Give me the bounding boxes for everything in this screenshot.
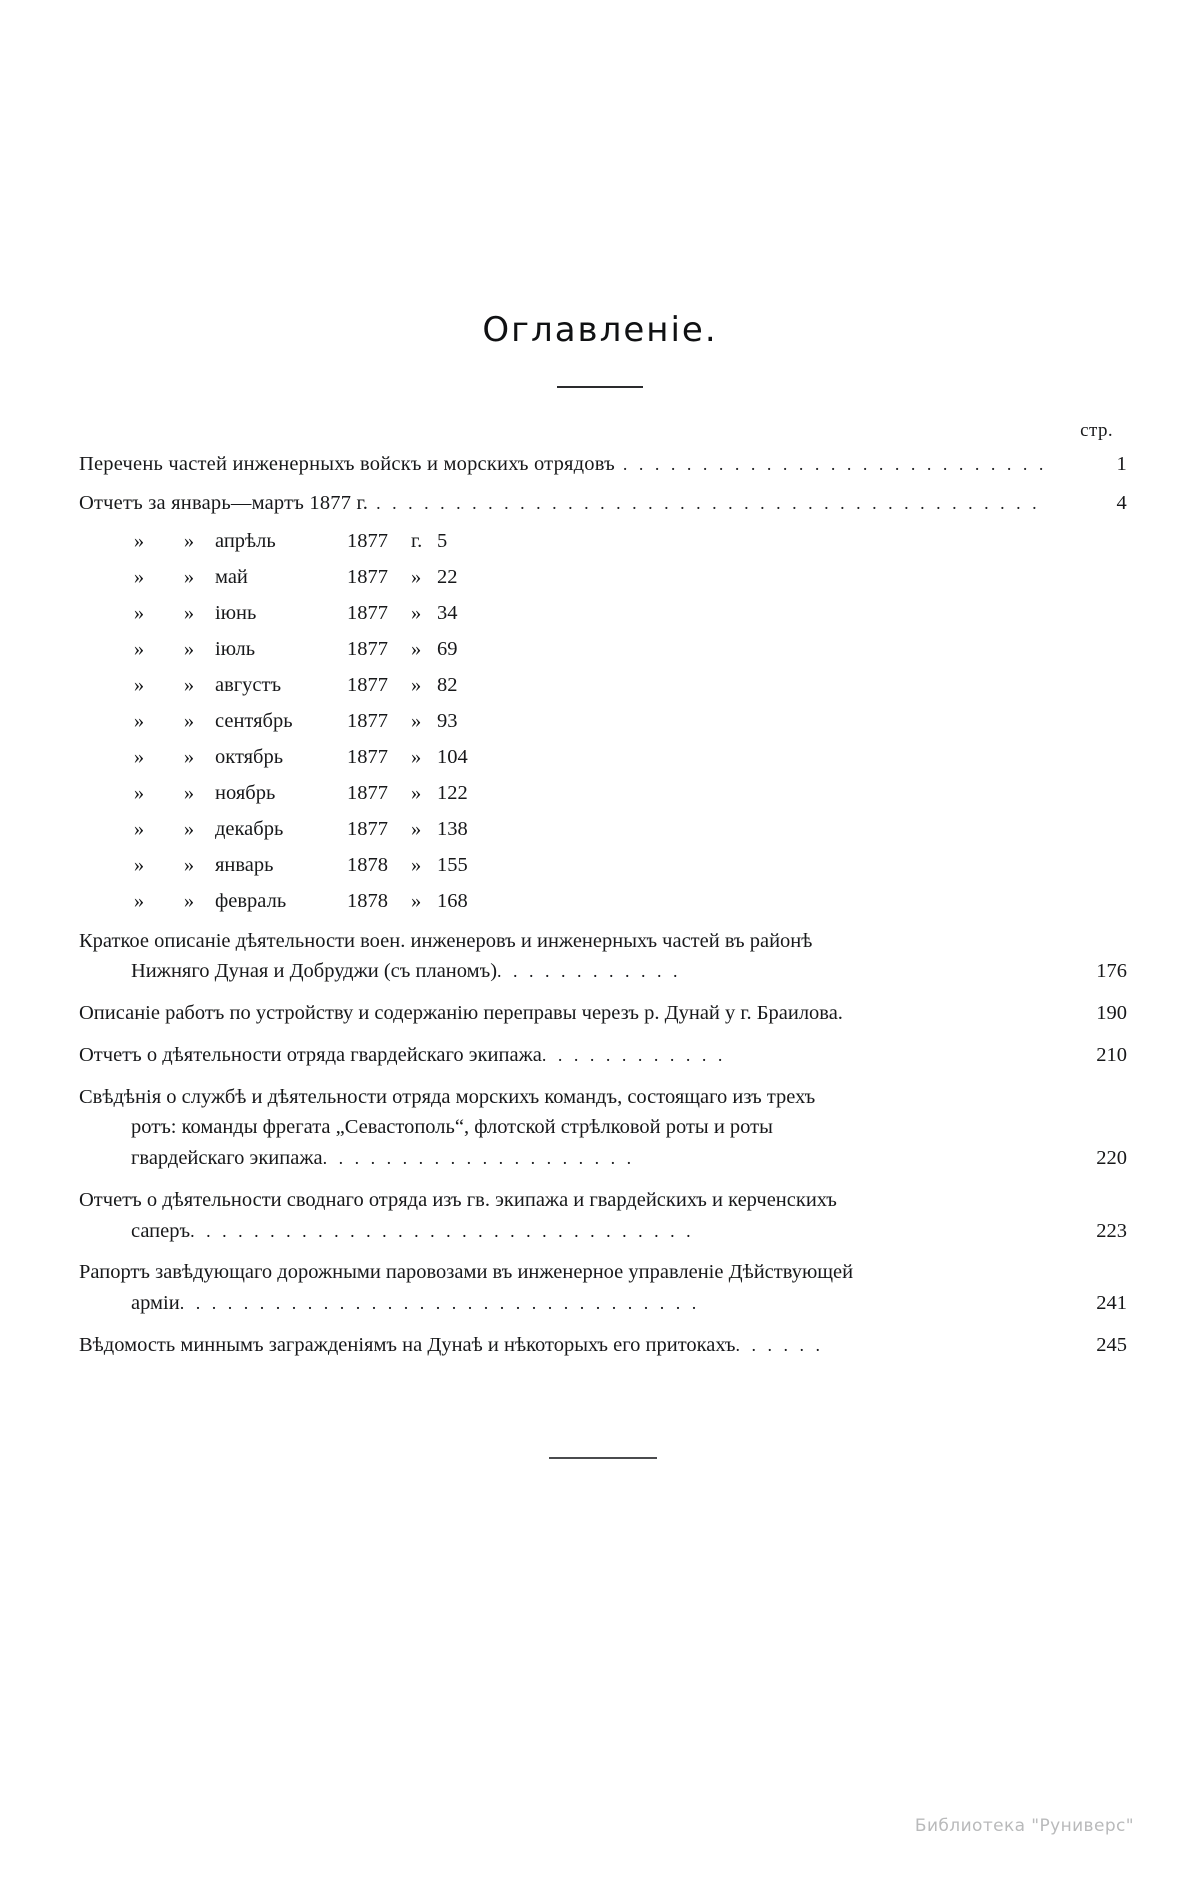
toc-entry-line (79, 1143, 1043, 1174)
leader-dots: . . . . . . . . . . . . . . . . . . . . . . . . . . . . . . . . (190, 1220, 695, 1241)
year-label: 1877 (347, 601, 388, 624)
list-item[interactable] (79, 674, 1127, 697)
unit-label: » (411, 889, 422, 912)
list-item[interactable] (79, 452, 1127, 478)
toc-entry-page: 122 (437, 781, 468, 804)
ditto-mark: » (133, 853, 145, 876)
year-label: 1877 (347, 673, 388, 696)
leader-dots (623, 462, 1049, 472)
toc-entry-page: 210 (1096, 1043, 1127, 1066)
toc-entry-page: 245 (1096, 1333, 1127, 1356)
toc-entry-page: 5 (437, 529, 448, 552)
ditto-mark: » (133, 529, 145, 552)
leader-dots: . . . . . . . . . . . . . . . . . . . . (322, 1148, 635, 1169)
month-label: январь (215, 853, 274, 876)
ditto-mark: » (183, 601, 195, 624)
toc-entry-page: 1 (1116, 453, 1127, 475)
toc-entry-line: Описаніе работъ по устройству и содержанію переправы черезъ р. Дунай у г. Браилова. (79, 1002, 843, 1025)
leader-dots (376, 501, 1049, 511)
toc-entry-page: 138 (437, 817, 468, 840)
month-label: май (215, 565, 248, 588)
toc-entry-line-text: Вѣдомость миннымъ загражденіямъ на Дунаѣ и нѣкоторыхъ его притокахъ (79, 1333, 736, 1356)
toc-entry-label: Отчетъ за январь—мартъ 1877 г. (79, 491, 369, 514)
ditto-mark: » (133, 889, 145, 912)
year-label: 1877 (347, 709, 388, 732)
unit-label: » (411, 565, 422, 588)
list-item[interactable] (79, 998, 1127, 1029)
list-item[interactable] (79, 854, 1127, 877)
toc-entry-page: 190 (1096, 1002, 1127, 1025)
toc-entry-page: 82 (437, 673, 458, 696)
list-item[interactable] (79, 1257, 1127, 1319)
toc-entry-page: 22 (437, 565, 458, 588)
list-item[interactable] (79, 566, 1127, 589)
year-label: 1877 (347, 565, 388, 588)
toc-entry-line: Краткое описаніе дѣятельности воен. инженеровъ и инженерныхъ частей въ районѣ (79, 929, 813, 952)
toc-entry-label: Перечень частей инженерныхъ войскъ и морскихъ отрядовъ (79, 453, 615, 475)
year-label: 1877 (347, 637, 388, 660)
unit-label: » (411, 673, 422, 696)
year-label: 1877 (347, 781, 388, 804)
leader-dots: . . . . . . (735, 1334, 824, 1355)
ditto-mark: » (183, 673, 195, 696)
ditto-mark: » (183, 781, 195, 804)
toc-entry-page: 34 (437, 601, 458, 624)
month-label: іюнь (215, 601, 257, 624)
leader-dots: . . . . . . . . . . . . (497, 961, 682, 982)
ditto-mark: » (133, 637, 145, 660)
list-item[interactable] (79, 782, 1127, 805)
unit-label: » (411, 817, 422, 840)
title-divider (557, 386, 643, 388)
month-label: апрѣль (215, 529, 276, 552)
toc-entry-page: 4 (1116, 491, 1127, 514)
unit-label: » (411, 853, 422, 876)
library-watermark: Библиотека "Руниверс" (914, 1816, 1134, 1836)
bottom-divider (549, 1457, 657, 1459)
year-label: 1877 (347, 745, 388, 768)
month-label: ноябрь (215, 781, 276, 804)
ditto-mark: » (133, 745, 145, 768)
ditto-mark: » (183, 817, 195, 840)
month-label: октябрь (215, 745, 284, 768)
ditto-mark: » (183, 529, 195, 552)
toc-entry-page: 223 (1096, 1219, 1127, 1242)
unit-label: » (411, 601, 422, 624)
ditto-mark: » (183, 853, 195, 876)
toc-entry-page: 93 (437, 709, 458, 732)
year-label: 1878 (347, 853, 388, 876)
table-of-contents (79, 452, 1127, 1361)
list-item[interactable] (79, 491, 1127, 517)
ditto-mark: » (183, 745, 195, 768)
toc-entry-line: Свѣдѣнія о службѣ и дѣятельности отряда морскихъ командъ, состоящаго изъ трехъ (79, 1085, 816, 1108)
unit-label: » (411, 745, 422, 768)
ditto-mark: » (183, 637, 195, 660)
month-label: іюль (215, 637, 256, 660)
list-item[interactable] (79, 638, 1127, 661)
ditto-mark: » (133, 709, 145, 732)
ditto-mark: » (133, 601, 145, 624)
year-label: 1877 (347, 817, 388, 840)
list-item[interactable] (79, 1185, 1127, 1247)
leader-dots: . . . . . . . . . . . . (541, 1044, 726, 1065)
toc-entry-page: 241 (1096, 1292, 1127, 1315)
toc-entry-line-text: арміи (131, 1292, 180, 1315)
list-item[interactable] (79, 530, 1127, 553)
toc-entry-page: 220 (1096, 1147, 1127, 1170)
page-column-header: стр. (1080, 420, 1113, 441)
toc-entry-line (79, 1330, 1043, 1361)
list-item[interactable] (79, 1040, 1127, 1071)
list-item[interactable] (79, 818, 1127, 841)
toc-entry-line: ротъ: команды фрегата „Севастополь“, флотской стрѣлковой роты и роты (131, 1116, 773, 1139)
unit-label: » (411, 637, 422, 660)
toc-entry-page: 168 (437, 889, 468, 912)
ditto-mark: » (183, 565, 195, 588)
list-item[interactable] (79, 890, 1127, 913)
toc-entry-line-text: гвардейскаго экипажа (131, 1147, 323, 1170)
ditto-mark: » (133, 565, 145, 588)
list-item[interactable] (79, 1330, 1127, 1361)
ditto-mark: » (133, 781, 145, 804)
toc-entry-line: Рапортъ завѣдующаго дорожными паровозами въ инженерное управленіе Дѣйствующей (79, 1261, 854, 1284)
list-item[interactable] (79, 746, 1127, 769)
ditto-mark: » (133, 673, 145, 696)
leader-dots: . . . . . . . . . . . . . . . . . . . . . . . . . . . . . . . . . (179, 1293, 700, 1314)
toc-entry-line-text: Отчетъ о дѣятельности отряда гвардейскаго экипажа (79, 1043, 542, 1066)
list-item[interactable] (79, 602, 1127, 625)
month-label: августъ (215, 673, 282, 696)
toc-entry-page: 69 (437, 637, 458, 660)
toc-container (73, 420, 1127, 1459)
unit-label: » (411, 709, 422, 732)
toc-entry-line-text: саперъ (131, 1219, 191, 1242)
toc-entry-page: 176 (1096, 960, 1127, 983)
toc-entry-line: Отчетъ о дѣятельности своднаго отряда изъ гв. экипажа и гвардейскихъ и керченскихъ (79, 1188, 837, 1211)
list-item[interactable] (79, 710, 1127, 733)
unit-label: » (411, 781, 422, 804)
toc-entry-page: 104 (437, 745, 468, 768)
ditto-mark: » (133, 817, 145, 840)
month-label: февраль (215, 889, 287, 912)
toc-entry-page: 155 (437, 853, 468, 876)
ditto-mark: » (183, 889, 195, 912)
toc-entry-line (79, 1288, 1043, 1319)
toc-entry-line (79, 1216, 1043, 1247)
year-label: 1878 (347, 889, 388, 912)
month-label: декабрь (215, 817, 284, 840)
month-label: сентябрь (215, 709, 293, 732)
list-item[interactable] (79, 1082, 1127, 1174)
toc-entry-line (79, 956, 1043, 987)
page-title: Оглавленіе. (482, 310, 718, 350)
toc-entry-line (79, 1040, 1043, 1071)
year-label: 1877 (347, 529, 388, 552)
unit-label: г. (411, 529, 423, 552)
list-item[interactable] (79, 926, 1127, 988)
ditto-mark: » (183, 709, 195, 732)
toc-entry-line-text: Нижняго Дуная и Добруджи (съ планомъ) (131, 960, 498, 983)
